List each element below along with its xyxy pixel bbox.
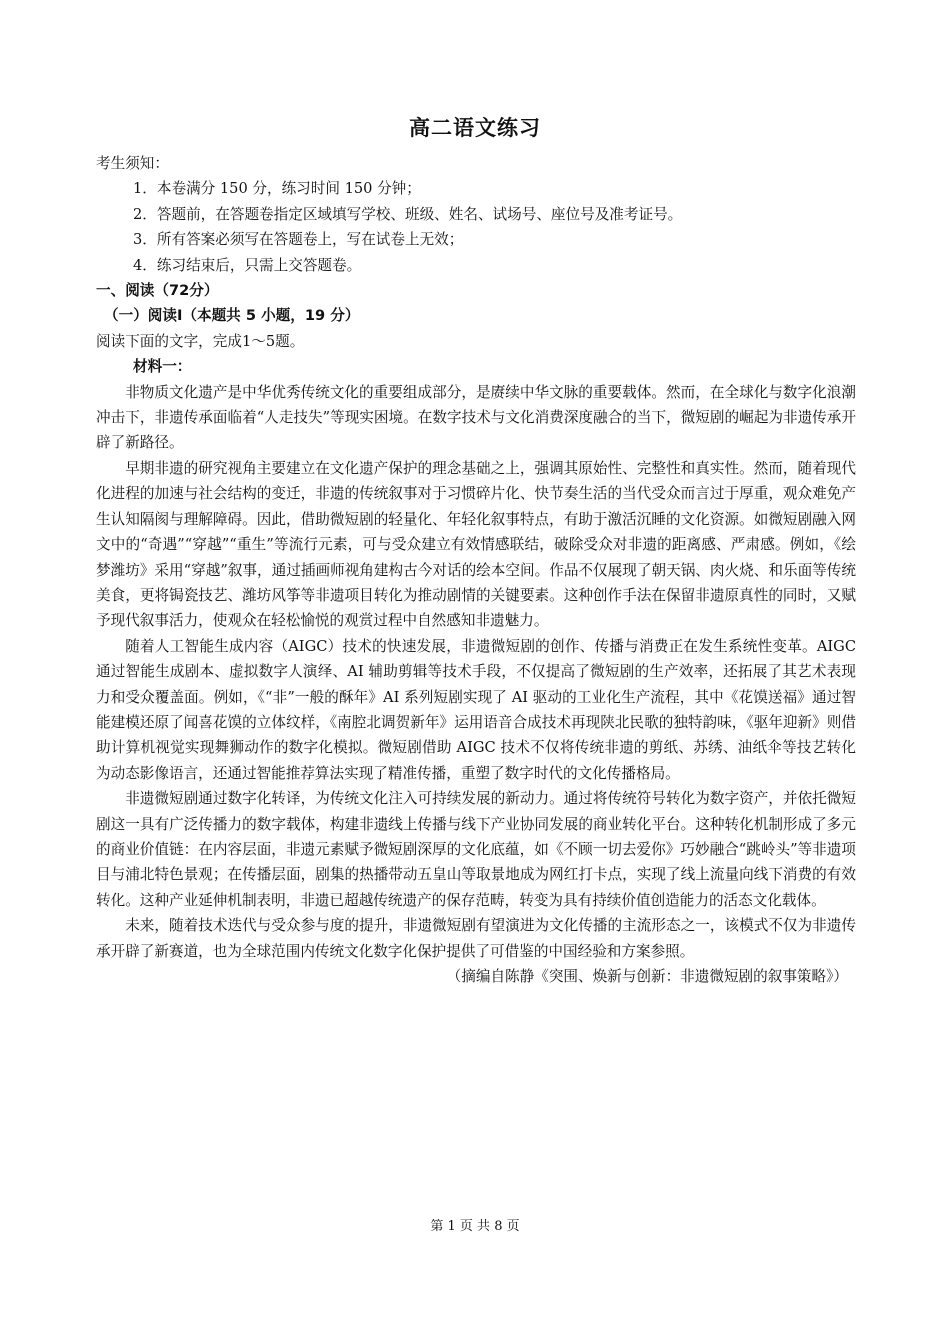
- page-title: 高二语文练习: [409, 116, 541, 140]
- notice-item: 1．本卷满分 150 分，练习时间 150 分钟；: [133, 180, 421, 198]
- subsection-heading: （一）阅读Ⅰ（本题共 5 小题，19 分）: [104, 307, 360, 325]
- reading-instruction: 阅读下面的文字，完成1～5题。: [96, 332, 305, 350]
- material-label: 材料一：: [133, 358, 192, 376]
- paragraph: 未来，随着技术迭代与受众参与度的提升，非遗微短剧有望演进为文化传播的主流形态之一，该模式不仅为非遗传承开辟了新赛道，也为全球范围内传统文化数字化保护提供了可借鉴的中国经验和方案参照。: [96, 917, 856, 960]
- paragraph: 非物质文化遗产是中华优秀传统文化的重要组成部分，是赓续中华文脉的重要载体。然而，在全球化与数字化浪潮冲击下，非遗传承面临着“人走技失”等现实困境。在数字技术与文化消费深度融合的当下，微短剧的崛起为非遗传承开辟了新路径。: [96, 383, 856, 452]
- paragraph: 早期非遗的研究视角主要建立在文化遗产保护的理念基础之上，强调其原始性、完整性和真实性。然而，随着现代化进程的加速与社会结构的变迁，非遗的传统叙事对于习惯碎片化、快节奏生活的当代受众而言过于厚重，观众难免产生认知隔阂与理解障碍。因此，借助微短剧的轻量化、年轻化叙事特点，有助于激活沉睡的文化资源。如微短剧融入网文中的“奇遇”“穿越”“重生”等流行元素，可与受众建立有效情感联结，破除受众对非遗的距离感、严肃感。例如，《绘梦潍坊》采用“穿越”叙事，通过插画师视角建构古今对话的绘本空间。作品不仅展现了朝天锅、肉火烧、和乐面等传统美食，更将锔瓷技艺、潍坊风筝等非遗项目转化为推动剧情的关键要素。这种创作手法在保留非遗原真性的同时，又赋予现代叙事活力，使观众在轻松愉悦的观赏过程中自然感知非遗魅力。: [96, 459, 856, 630]
- section-heading: 一、阅读（72分）: [96, 282, 219, 300]
- paragraph: 随着人工智能生成内容（AIGC）技术的快速发展，非遗微短剧的创作、传播与消费正在发生系统性变革。AIGC 通过智能生成剧本、虚拟数字人演绎、AI 辅助剪辑等技术手段，不仅提高了微短剧的生产效率，还拓展了其艺术表现力和受众覆盖面。例如，《“非”一般的酥年》AI 系列短剧实现了 AI 驱动的工业化生产流程，其中《花馍送福》通过智能建模还原了闻喜花馍的立体纹样，《南腔北调贺新年》运用语音合成技术再现陕北民歌的独特韵味，《驱年迎新》则借助计算机视觉实现舞狮动作的数字化模拟。微短剧借助 AIGC 技术不仅将传统非遗的剪纸、苏绣、油纸伞等技艺转化为动态影像语言，还通过智能推荐算法实现了精准传播，重塑了数字时代的文化传播格局。: [96, 637, 856, 782]
- source-citation: （摘编自陈静《突围、焕新与创新：非遗微短剧的叙事策略》）: [446, 968, 848, 985]
- page-footer: 第 1 页 共 8 页: [430, 1219, 520, 1234]
- notice-heading: 考生须知：: [96, 155, 169, 172]
- notice-item: 2．答题前，在答题卷指定区域填写学校、班级、姓名、试场号、座位号及准考证号。: [133, 205, 683, 223]
- page-content: [96, 151, 856, 989]
- notice-item: 3．所有答案必须写在答题卷上，写在试卷上无效；: [133, 231, 464, 249]
- paragraph: 非遗微短剧通过数字化转译，为传统文化注入可持续发展的新动力。通过将传统符号转化为数字资产，并依托微短剧这一具有广泛传播力的数字载体，构建非遗线上传播与线下产业协同发展的商业转化平台。这种转化机制形成了多元的商业价值链：在内容层面，非遗元素赋予微短剧深厚的文化底蕴，如《不顾一切去爱你》巧妙融合“跳岭头”等非遗项目与浦北特色景观；在传播层面，剧集的热播带动五皇山等取景地成为网红打卡点，实现了线上流量向线下消费的有效转化。这种产业延伸机制表明，非遗已超越传统遗产的保存范畴，转变为具有持续价值创造能力的活态文化载体。: [96, 790, 856, 909]
- notice-item: 4．练习结束后，只需上交答题卷。: [133, 256, 362, 274]
